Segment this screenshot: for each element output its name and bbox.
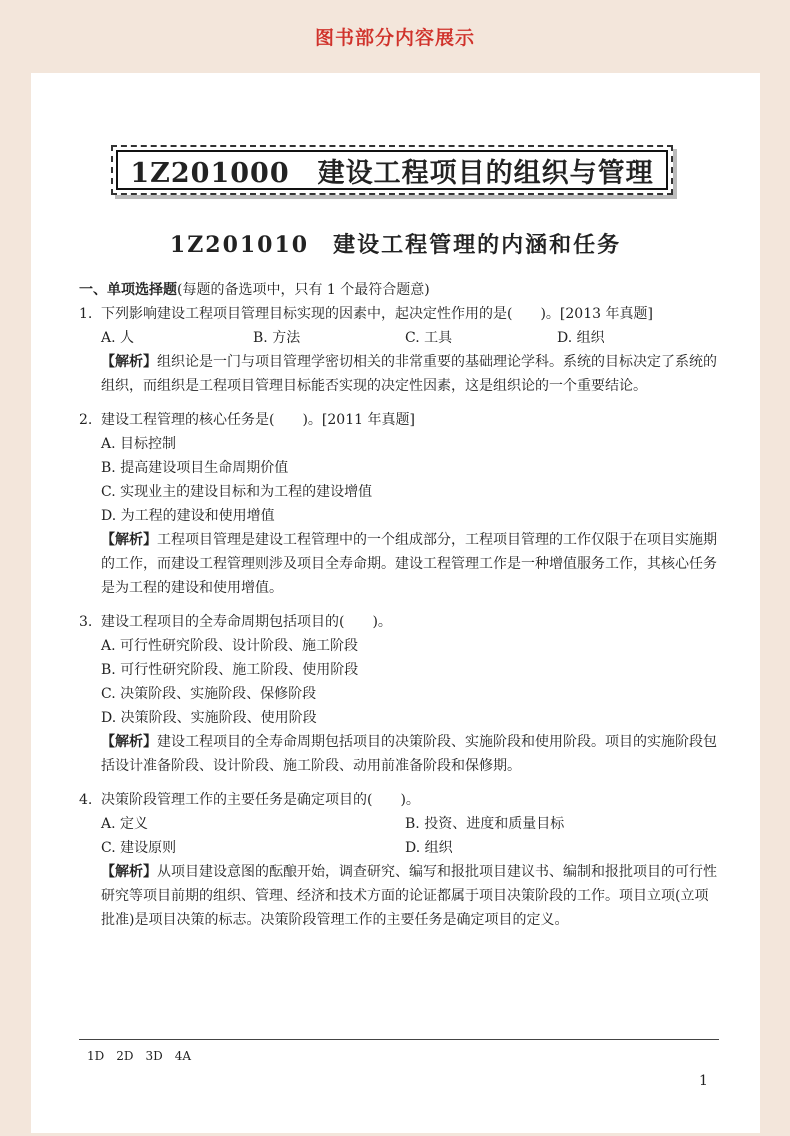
option-d: D. 组织 [405,840,453,856]
question-stem [79,788,719,812]
explanation [79,730,719,778]
option-a: A. 人 [101,330,135,346]
question-4 [79,788,719,932]
question-number: 2. [79,412,93,428]
question-text: 建设工程管理的核心任务是( )。[2011 年真题] [101,412,415,428]
question-1 [79,302,719,398]
page-banner [0,0,790,72]
option-d: D. 为工程的建设和使用增值 [101,508,275,524]
question-text: 建设工程项目的全寿命周期包括项目的( )。 [101,614,392,630]
heading-label: 一、单项选择题 [79,282,177,298]
question-3 [79,610,719,778]
explanation-tag: 【解析】 [101,734,157,750]
option-c: C. 决策阶段、实施阶段、保修阶段 [101,686,317,702]
section-title: 1Z201010 建设工程管理的内涵和任务 [169,232,622,258]
question-list [79,278,719,932]
question-number: 4. [79,792,93,808]
option-c: C. 实现业主的建设目标和为工程的建设增值 [101,484,373,500]
option-b: B. 投资、进度和质量目标 [405,816,565,832]
option-a: A. 目标控制 [101,436,177,452]
explanation-text: 从项目建设意图的酝酿开始，调查研究、编写和报批项目建议书、编制和报批项目的可行性研究等项目前期的组织、管理、经济和技术方面的论证都属于项目决策阶段的工作。项目立项(立项批准)是项目决策的标志。决策阶段管理工作的主要任务是确定项目的定义。 [101,864,717,928]
chapter-title-box [111,145,673,195]
option-b: B. 可行性研究阶段、施工阶段、使用阶段 [101,662,359,678]
question-2 [79,408,719,600]
banner-title: 图书部分内容展示 [314,26,475,49]
question-stem [79,302,719,326]
explanation-text: 建设工程项目的全寿命周期包括项目的决策阶段、实施阶段和使用阶段。项目的实施阶段包括设计准备阶段、设计阶段、施工阶段、动用前准备阶段和保修期。 [101,734,717,774]
options [79,326,719,350]
option-b: B. 方法 [253,330,301,346]
option-b: B. 提高建设项目生命周期价值 [101,460,289,476]
heading-note: (每题的备选项中，只有 1 个最符合题意) [177,282,430,298]
question-number: 1. [79,306,93,322]
chapter-title: 1Z201000 建设工程项目的组织与管理 [130,157,654,189]
explanation-text: 工程项目管理是建设工程管理中的一个组成部分，工程项目管理的工作仅限于在项目实施期的工作，而建设工程管理则涉及项目全寿命期。建设工程管理工作是一种增值服务工作，其核心任务是为工程的建设和使用增值。 [101,532,717,596]
option-a: A. 定义 [101,816,149,832]
explanation-tag: 【解析】 [101,864,157,880]
page-number: 1 [699,1073,708,1089]
option-a: A. 可行性研究阶段、设计阶段、施工阶段 [101,638,359,654]
explanation-tag: 【解析】 [101,532,157,548]
question-text: 决策阶段管理工作的主要任务是确定项目的( )。 [101,792,420,808]
explanation-text: 组织论是一门与项目管理学密切相关的非常重要的基础理论学科。系统的目标决定了系统的组织，而组织是工程项目管理目标能否实现的决定性因素，这是组织论的一个重要结论。 [101,354,717,394]
question-text: 下列影响建设工程项目管理目标实现的因素中，起决定性作用的是( )。[2013 年真题] [101,306,653,322]
options [79,634,719,730]
question-number: 3. [79,614,93,630]
options [79,432,719,528]
book-page [31,73,760,1133]
option-d: D. 组织 [557,330,605,346]
question-type-heading [79,278,719,302]
explanation [79,860,719,932]
options-row-1 [79,812,719,836]
answer-key: 1D 2D 3D 4A [87,1049,192,1063]
option-c: C. 建设原则 [101,840,177,856]
option-d: D. 决策阶段、实施阶段、使用阶段 [101,710,317,726]
option-c: C. 工具 [405,330,453,346]
question-stem [79,408,719,432]
question-stem [79,610,719,634]
options-row-2 [79,836,719,860]
explanation-tag: 【解析】 [101,354,157,370]
explanation [79,350,719,398]
explanation [79,528,719,600]
answers-divider [79,1039,719,1040]
